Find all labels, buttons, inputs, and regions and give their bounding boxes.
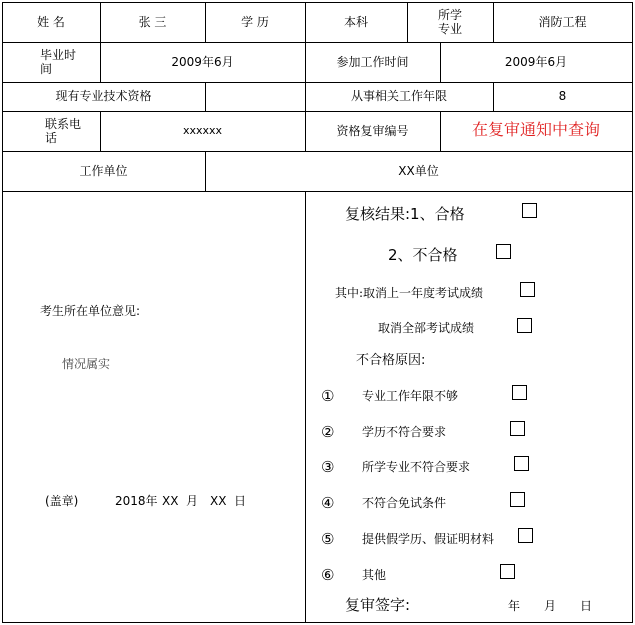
phone-value: xxxxxx (182, 124, 223, 137)
name-value: 张 三 (138, 15, 167, 29)
cancel-last-year-checkbox[interactable] (520, 282, 535, 297)
reason-text: 学历不符合要求 (362, 425, 447, 439)
unit-opinion-label: 考生所在单位意见: (40, 304, 141, 318)
signature-day: 日 (580, 599, 593, 613)
reason-text: 专业工作年限不够 (362, 389, 459, 403)
phone-label-line2: 话 (45, 131, 58, 145)
review-number-label: 资格复审编号 (336, 124, 409, 138)
major-label-line2: 专业 (437, 22, 462, 36)
phone-label-line1: 联系电 (45, 117, 82, 131)
result-pass-label: 复核结果:1、合格 (345, 205, 465, 223)
fail-checkbox[interactable] (496, 244, 511, 259)
opinion-date-month-label: 月 (186, 494, 199, 508)
major-value: 消防工程 (538, 15, 587, 29)
graduation-label-line1: 毕业时 (40, 48, 77, 62)
graduation-label-line2: 间 (40, 62, 53, 76)
fail-reason-title: 不合格原因: (356, 353, 426, 368)
education-label: 学 历 (241, 15, 269, 29)
cancel-last-year-label: 其中:取消上一年度考试成绩 (335, 286, 484, 300)
qualification-label: 现有专业技术资格 (55, 89, 152, 103)
employer-label: 工作单位 (79, 164, 128, 178)
reason-checkbox[interactable] (512, 385, 527, 400)
reason-number: ③ (321, 458, 335, 476)
reason-text: 提供假学历、假证明材料 (362, 532, 495, 546)
reason-checkbox[interactable] (514, 456, 529, 471)
reason-checkbox[interactable] (510, 421, 525, 436)
education-value: 本科 (343, 15, 368, 29)
cancel-all-label: 取消全部考试成绩 (378, 321, 475, 335)
reason-number: ⑥ (321, 566, 335, 584)
reason-number: ① (321, 387, 335, 405)
work-start-value: 2009年6月 (504, 55, 568, 69)
opinion-date-day-value: XX (210, 494, 227, 508)
reason-checkbox[interactable] (500, 564, 515, 579)
work-years-label: 从事相关工作年限 (350, 89, 447, 103)
graduation-value: 2009年6月 (171, 55, 234, 69)
unit-opinion-text: 情况属实 (62, 357, 111, 371)
stamp-label: (盖章) (45, 494, 79, 508)
reason-text: 不符合免试条件 (362, 496, 447, 510)
opinion-date-day-label: 日 (234, 494, 247, 508)
signature-year: 年 (508, 599, 521, 613)
opinion-date-year: 2018年 (115, 494, 158, 508)
work-years-value: 8 (558, 89, 567, 103)
opinion-date-month-value: XX (162, 494, 179, 508)
reason-checkbox[interactable] (510, 492, 525, 507)
reason-number: ② (321, 423, 335, 441)
reason-text: 其他 (362, 568, 387, 582)
reason-checkbox[interactable] (518, 528, 533, 543)
pass-checkbox[interactable] (522, 203, 537, 218)
review-signature-label: 复审签字: (345, 596, 411, 614)
work-start-label: 参加工作时间 (336, 55, 409, 69)
cancel-all-checkbox[interactable] (517, 318, 532, 333)
name-label: 姓 名 (37, 15, 65, 29)
signature-month: 月 (544, 599, 557, 613)
review-number-value: 在复审通知中查询 (471, 120, 600, 139)
result-fail-label: 2、不合格 (388, 246, 458, 264)
reason-number: ④ (321, 494, 335, 512)
major-label-line1: 所学 (437, 8, 462, 22)
reason-text: 所学专业不符合要求 (362, 460, 471, 474)
employer-value: XX单位 (398, 164, 439, 178)
reason-number: ⑤ (321, 530, 335, 548)
